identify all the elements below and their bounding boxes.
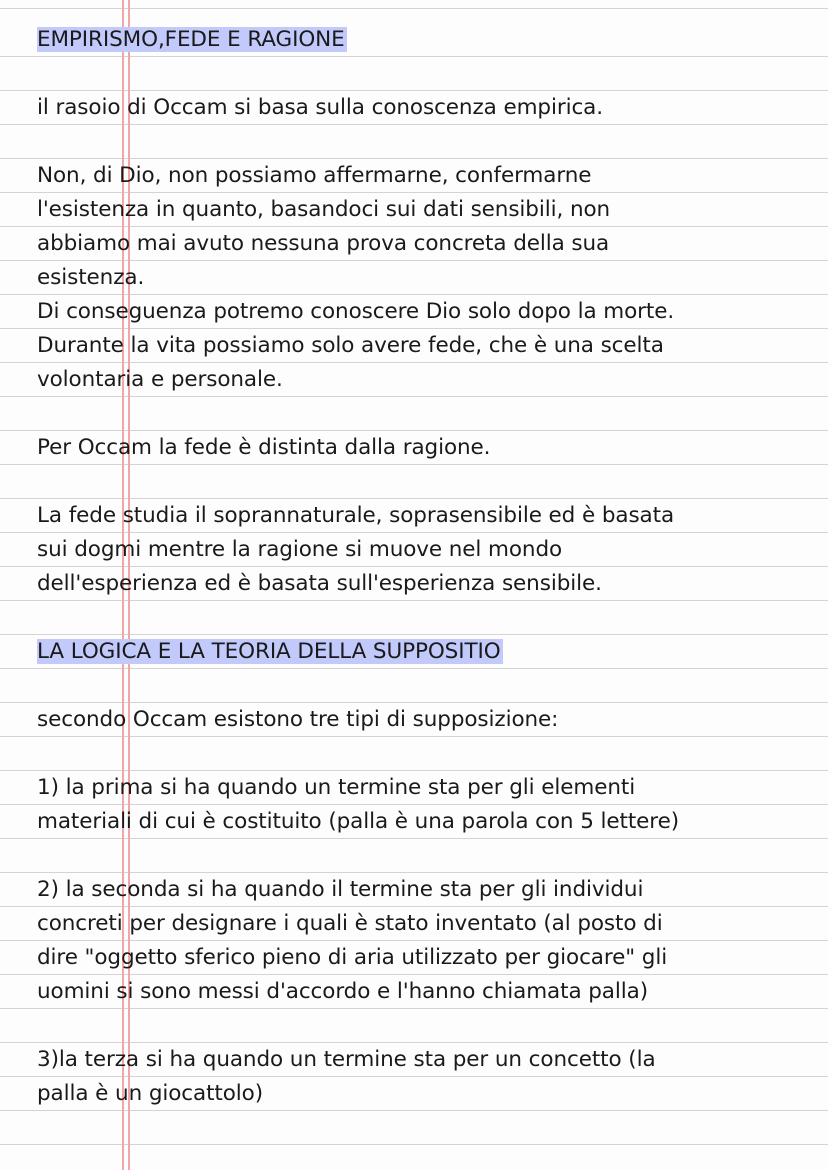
heading-highlight: LA LOGICA E LA TEORIA DELLA SUPPOSITIO [37,639,501,664]
blank-line [37,601,797,635]
list-item-line: concreti per designare i quali è stato inventato (al posto di [37,911,663,936]
paragraph-line: La fede studia il soprannaturale, soprasensibile ed è basata [37,503,675,528]
blank-line [37,669,797,703]
paragraph-line: sui dogmi mentre la ragione si muove nel mondo [37,537,563,562]
blank-line [37,1009,797,1043]
paragraph-line: l'esistenza in quanto, basandoci sui dati sensibili, non [37,197,611,222]
paragraph-line: Durante la vita possiamo solo avere fede, che è una scelta [37,333,664,358]
heading-logica [37,635,797,669]
paragraph-line: dell'esperienza ed è basata sull'esperienza sensibile. [37,571,602,596]
list-item-line: 3)la terza si ha quando un termine sta per un concetto (la [37,1047,656,1072]
list-item-line: 1) la prima si ha quando un termine sta per gli elementi [37,775,636,800]
blank-line [37,57,797,91]
notebook-page [37,23,797,1111]
blank-line [37,839,797,873]
paragraph-line: abbiamo mai avuto nessuna prova concreta della sua [37,231,610,256]
list-item-line: palla è un giocattolo) [37,1081,264,1106]
heading-highlight: EMPIRISMO,FEDE E RAGIONE [37,27,345,52]
blank-line [37,125,797,159]
blank-line [37,397,797,431]
paragraph-line: Non, di Dio, non possiamo affermarne, confermarne [37,163,592,188]
list-item-line: 2) la seconda si ha quando il termine sta per gli individui [37,877,644,902]
paragraph-line: Per Occam la fede è distinta dalla ragione. [37,435,491,460]
list-item-line: materiali di cui è costituito (palla è una parola con 5 lettere) [37,809,679,834]
list-item-line: dire "oggetto sferico pieno di aria utilizzato per giocare" gli [37,945,668,970]
list-item-line: uomini si sono messi d'accordo e l'hanno chiamata palla) [37,979,648,1004]
paragraph-line: Di conseguenza potremo conoscere Dio solo dopo la morte. [37,299,675,324]
blank-line [37,737,797,771]
paragraph-line: secondo Occam esistono tre tipi di supposizione: [37,707,559,732]
paragraph-line: il rasoio di Occam si basa sulla conoscenza empirica. [37,95,603,120]
heading-empirismo [37,23,797,57]
paragraph-line: esistenza. [37,265,145,290]
blank-line [37,465,797,499]
paragraph-line: volontaria e personale. [37,367,283,392]
